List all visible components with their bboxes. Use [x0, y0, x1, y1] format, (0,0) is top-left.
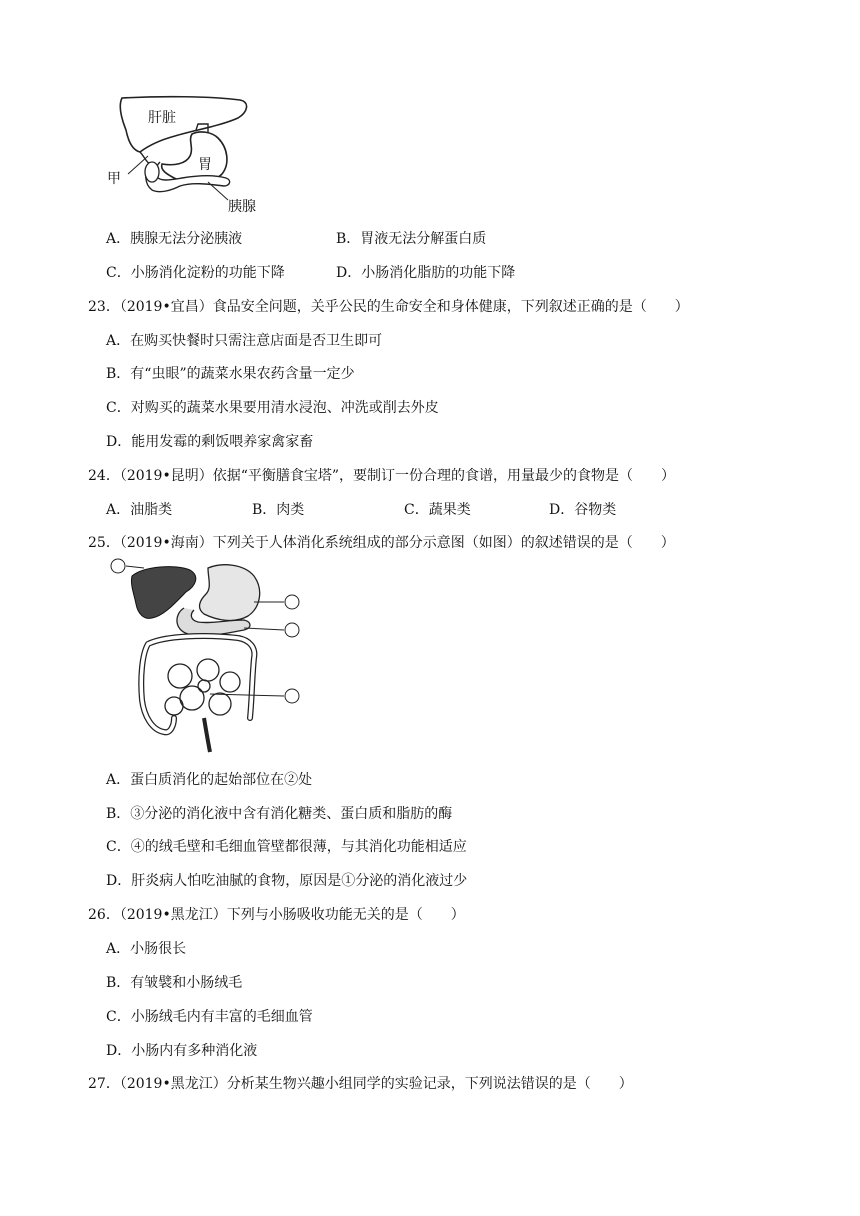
q26-option-d: D．小肠内有多种消化液 [106, 1043, 258, 1059]
q24-option-a: A．油脂类 [106, 502, 173, 518]
q26-option-c: C．小肠绒毛内有丰富的毛细血管 [106, 1009, 313, 1025]
figure-label-4: ④ [287, 690, 297, 701]
q26-stem: 26．（2019•黑龙江）下列与小肠吸收功能无关的是（ ） [88, 907, 465, 923]
q25-option-d: D．肝炎病人怕吃油腻的食物，原因是①分泌的消化液过少 [106, 873, 468, 889]
figure-label-3: ③ [287, 624, 297, 635]
digestive-organs-figure [100, 94, 290, 218]
q24-option-b: B．肉类 [252, 502, 305, 518]
q27-stem: 27．（2019•黑龙江）分析某生物兴趣小组同学的实验记录，下列说法错误的是（ ） [88, 1076, 633, 1092]
q24-option-d: D．谷物类 [549, 502, 617, 518]
q23-option-a: A．在购买快餐时只需注意店面是否卫生即可 [106, 333, 383, 349]
q22-option-b: B．胃液无法分解蛋白质 [336, 231, 487, 247]
q23-option-b: B．有“虫眼”的蔬菜水果农药含量一定少 [106, 366, 355, 382]
jia-label: 甲 [107, 171, 121, 187]
digestive-system-figure [104, 558, 314, 754]
digestive-organs-diagram [100, 94, 290, 218]
q25-option-a: A．蛋白质消化的起始部位在②处 [106, 772, 313, 788]
q25-option-b: B．③分泌的消化液中含有消化糖类、蛋白质和脂肪的酶 [106, 806, 453, 822]
q26-option-b: B．有皱襞和小肠绒毛 [106, 975, 243, 991]
q23-option-d: D．能用发霉的剩饭喂养家禽家畜 [106, 434, 314, 450]
pancreas-label: 胰腺 [228, 199, 256, 215]
q24-option-c: C．蔬果类 [404, 502, 471, 518]
stomach-label: 胃 [198, 157, 212, 173]
figure-label-2: ② [287, 596, 297, 607]
q23-stem: 23．（2019•宜昌）食品安全问题，关乎公民的生命安全和身体健康，下列叙述正确的是（ ） [88, 299, 689, 315]
q22-option-c: C．小肠消化淀粉的功能下降 [106, 265, 285, 281]
digestive-system-diagram [104, 558, 314, 754]
q22-option-a: A．胰腺无法分泌胰液 [106, 231, 243, 247]
q26-option-a: A．小肠很长 [106, 941, 187, 957]
liver-label: 肝脏 [148, 110, 176, 126]
q23-option-c: C．对购买的蔬菜水果要用清水浸泡、冲洗或削去外皮 [106, 400, 439, 416]
figure-label-1: ① [113, 560, 123, 571]
q25-option-c: C．④的绒毛壁和毛细血管壁都很薄，与其消化功能相适应 [106, 839, 467, 855]
q24-stem: 24．（2019•昆明）依据“平衡膳食宝塔”，要制订一份合理的食谱，用量最少的食物是（ ） [88, 468, 676, 484]
q22-option-d: D．小肠消化脂肪的功能下降 [336, 265, 516, 281]
q25-stem: 25．（2019•海南）下列关于人体消化系统组成的部分示意图（如图）的叙述错误的是（ ） [88, 535, 675, 551]
